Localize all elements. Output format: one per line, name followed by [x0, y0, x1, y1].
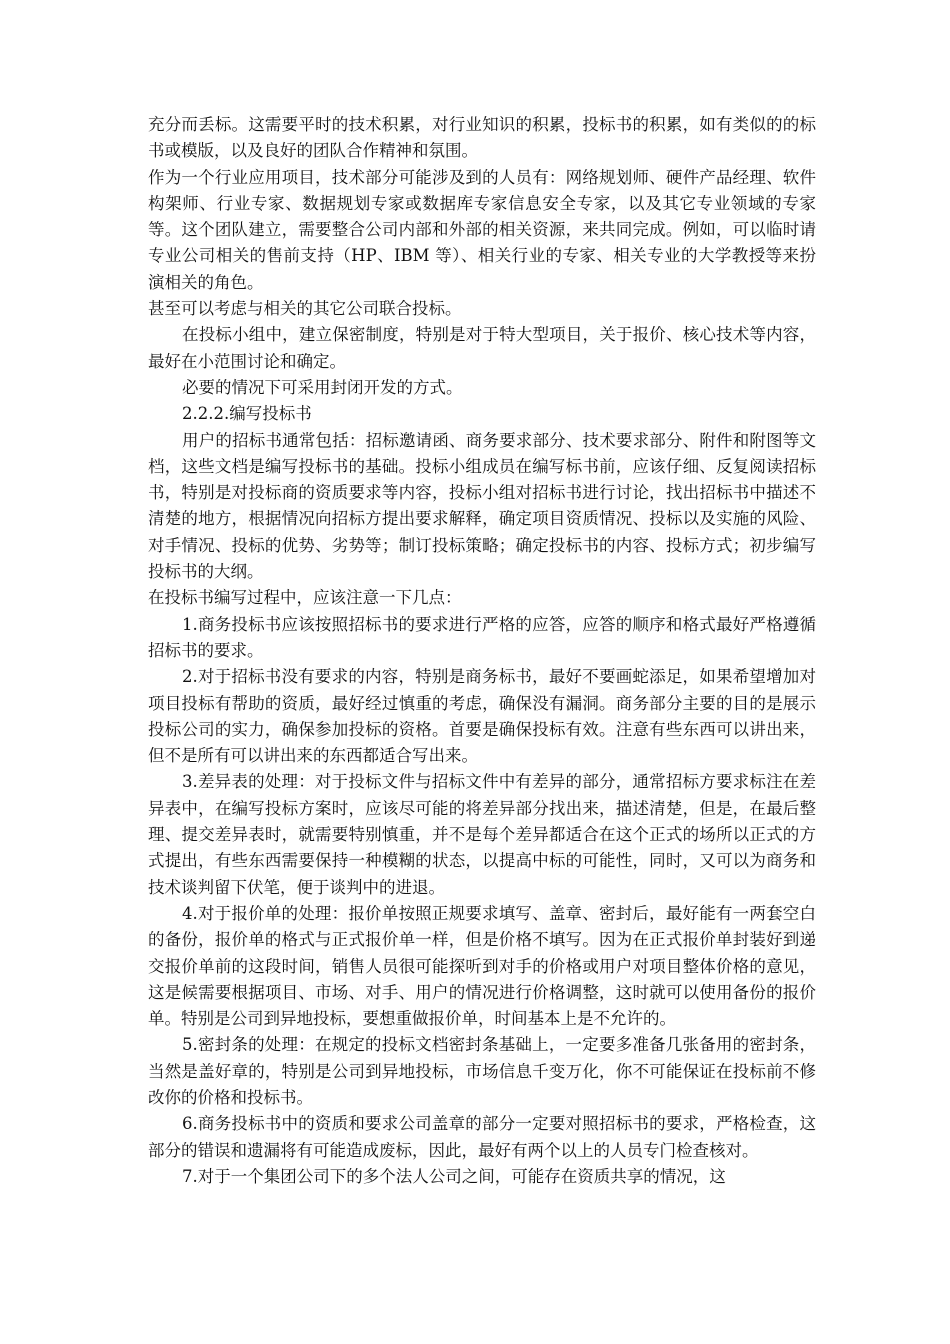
paragraph-2: 作为一个行业应用项目，技术部分可能涉及到的人员有：网络规划师、硬件产品经理、软件构架师、行业专家、数据规划专家或数据库专家信息安全专家，以及其它专业领域的专家等。这个团队建立，需要整合公司内部和外部的相关资源，来共同完成。例如，可以临时请专业公司相关的售前支持（HP、IBM 等）、相关行业的专家、相关专业的大学教授等来扮演相关的角色。 — [148, 167, 816, 292]
list-item-5: 5.密封条的处理：在规定的投标文档密封条基础上，一定要多准备几张备用的密封条，当然是盖好章的，特别是公司到异地投标，市场信息千变万化，你不可能保证在投标前不修改你的价格和投标书。 — [148, 1035, 816, 1107]
paragraph-5: 必要的情况下可采用封闭开发的方式。 — [182, 377, 463, 397]
list-item-4: 4.对于报价单的处理：报价单按照正规要求填写、盖章、密封后，最好能有一两套空白的备份，报价单的格式与正式报价单一样，但是价格不填写。因为在正式报价单封装好到递交报价单前的这段时间，销售人员很可能探听到对手的价格或用户对项目整体价格的意见，这是候需要根据项目、市场、对手、用户的情况进行价格调整，这时就可以使用备份的报价单。特别是公司到异地投标，要想重做报价单，时间基本上是不允许的。 — [148, 903, 816, 1029]
list-item-2: 2.对于招标书没有要求的内容，特别是商务标书，最好不要画蛇添足，如果希望增加对项目投标有帮助的资质，最好经过慎重的考虑，确保没有漏洞。商务部分主要的目的是展示投标公司的实力，确保参加投标的资格。首要是确保投标有效。注意有些东西可以讲出来，但不是所有可以讲出来的东西都适合写出来。 — [148, 667, 816, 766]
paragraph-7: 用户的招标书通常包括：招标邀请函、商务要求部分、技术要求部分、附件和附图等文档，这些文档是编写投标书的基础。投标小组成员在编写标书前，应该仔细、反复阅读招标书，特别是对投标商的资质要求等内容，投标小组对招标书进行讨论，找出招标书中描述不清楚的地方，根据情况向招标方提出要求解释，确定项目资质情况、投标以及实施的风险、对手情况、投标的优势、劣势等；制订投标策略；确定投标书的内容、投标方式；初步编写投标书的大纲。 — [148, 430, 816, 582]
paragraph-8: 在投标书编写过程中，应该注意一下几点： — [148, 588, 462, 608]
list-item-1: 1.商务投标书应该按照招标书的要求进行严格的应答，应答的顺序和格式最好严格遵循招标书的要求。 — [148, 614, 816, 660]
list-item-7: 7.对于一个集团公司下的多个法人公司之间，可能存在资质共享的情况，这 — [182, 1166, 726, 1186]
list-item-3: 3.差异表的处理：对于投标文件与招标文件中有差异的部分，通常招标方要求标注在差异表中，在编写投标方案时，应该尽可能的将差异部分找出来，描述清楚，但是，在最后整理、提交差异表时，就需要特别慎重，并不是每个差异都适合在这个正式的场所以正式的方式提出，有些东西需要保持一种模糊的状态，以提高中标的可能性，同时，又可以为商务和技术谈判留下伏笔，便于谈判中的进退。 — [148, 772, 816, 897]
list-item-6: 6.商务投标书中的资质和要求公司盖章的部分一定要对照招标书的要求，严格检查，这部分的错误和遗漏将有可能造成废标，因此，最好有两个以上的人员专门检查核对。 — [148, 1114, 816, 1160]
document-page — [148, 112, 816, 1190]
paragraph-4: 在投标小组中，建立保密制度，特别是对于特大型项目，关于报价、核心技术等内容，最好在小范围讨论和确定。 — [148, 325, 816, 371]
paragraph-1: 充分而丢标。这需要平时的技术积累，对行业知识的积累，投标书的积累，如有类似的的标书或模版，以及良好的团队合作精神和氛围。 — [148, 115, 816, 161]
paragraph-3: 甚至可以考虑与相关的其它公司联合投标。 — [148, 299, 462, 319]
section-heading: 2.2.2.编写投标书 — [182, 404, 312, 424]
